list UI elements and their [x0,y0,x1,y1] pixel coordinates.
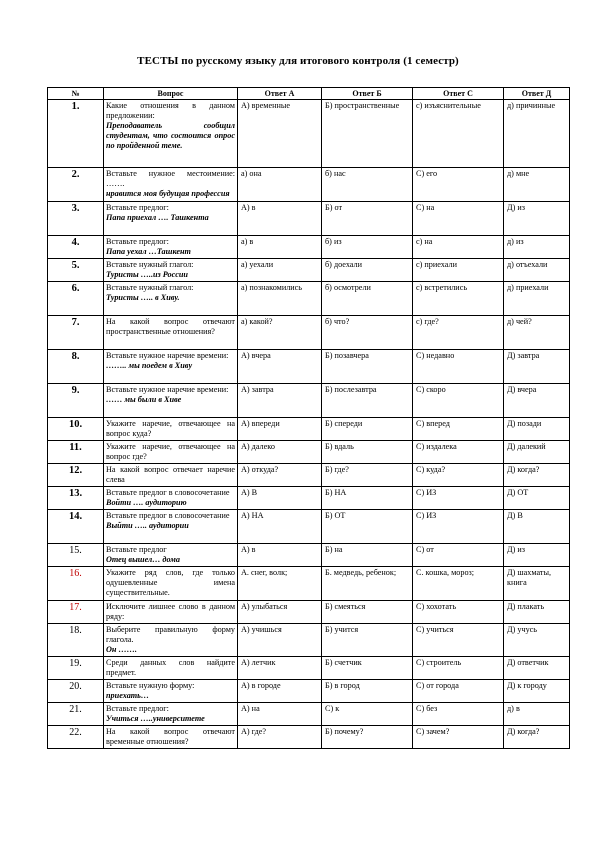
answer-a: А) в [238,544,322,567]
answer-a: А) завтра [238,384,322,418]
answer-a: А) учишься [238,624,322,657]
question-cell [104,418,238,441]
answer-b: Б) спереди [322,418,413,441]
answer-a: А. снег, волк; [238,567,322,601]
table-row [48,168,570,202]
answer-a: а) какой? [238,316,322,350]
question-cell [104,680,238,703]
question-number: 8. [48,350,104,384]
answer-b: Б) почему? [322,726,413,749]
question-example: приехать… [106,691,150,700]
question-example: …… мы были в Хиве [106,395,182,404]
question-number: 3. [48,202,104,236]
question-cell [104,567,238,601]
header-number: № [48,88,104,100]
question-example: Войти …. аудиторию [106,498,187,507]
answer-d: Д) далекий [504,441,570,464]
question-cell [104,726,238,749]
question-cell [104,544,238,567]
question-text: Вставьте нужное местоимение: ……. [106,169,235,188]
table-row [48,282,570,316]
table-row [48,384,570,418]
answer-c: С) зачем? [413,726,504,749]
answer-d: Д) из [504,544,570,567]
answer-b: б) из [322,236,413,259]
question-number: 9. [48,384,104,418]
answer-d: Д) учусь [504,624,570,657]
answer-d: д) отъехали [504,259,570,282]
question-example: Папа уехал …Ташкент [106,247,191,256]
answer-c: С) ИЗ [413,487,504,510]
table-row [48,510,570,544]
answer-b: Б) счетчик [322,657,413,680]
header-question: Вопрос [104,88,238,100]
answer-c: С) издалека [413,441,504,464]
question-example: Папа приехал …. Ташкента [106,213,209,222]
question-number: 17. [48,601,104,624]
table-row [48,601,570,624]
table-row [48,544,570,567]
table-row [48,100,570,168]
answer-a: А) на [238,703,322,726]
answer-a: А) НА [238,510,322,544]
answer-d: Д) завтра [504,350,570,384]
answer-a: А) впереди [238,418,322,441]
question-text: Укажите наречие, отвечающее на вопрос где? [106,442,235,461]
question-text: На какой вопрос отвечает наречие слева [106,465,235,484]
question-text: Вставьте нужное наречие времени: [106,385,229,394]
answer-a: А) где? [238,726,322,749]
answer-c: С) от города [413,680,504,703]
question-example: …….. мы поедем в Хиву [106,361,193,370]
answer-c: с) где? [413,316,504,350]
answer-b: Б) на [322,544,413,567]
question-cell [104,259,238,282]
answer-c: С) учиться [413,624,504,657]
table-row [48,441,570,464]
answer-a: А) откуда? [238,464,322,487]
answer-b: Б) пространственные [322,100,413,168]
question-number: 13. [48,487,104,510]
question-cell [104,100,238,168]
answer-b: Б) в город [322,680,413,703]
question-cell [104,464,238,487]
answer-c: С) на [413,202,504,236]
answer-b: С) к [322,703,413,726]
question-example: Туристы …..из России [106,270,188,279]
answer-c: С) хохотать [413,601,504,624]
question-text: На какой вопрос отвечают пространственные отношения? [106,317,235,336]
question-number: 4. [48,236,104,259]
answer-c: С) без [413,703,504,726]
question-number: 12. [48,464,104,487]
answer-d: Д) ответчик [504,657,570,680]
table-row [48,350,570,384]
question-text: Вставьте нужный глагол: [106,283,194,292]
question-text: Среди данных слов найдите предмет. [106,658,235,677]
answer-a: а) в [238,236,322,259]
answer-d: д) приехали [504,282,570,316]
question-text: Исключите лишнее слово в данном ряду: [106,602,235,621]
page-title: ТЕСТЫ по русскому языку для итогового контроля (1 семестр) [137,55,459,67]
answer-d: Д) позади [504,418,570,441]
table-row [48,418,570,441]
answer-b: б) что? [322,316,413,350]
question-example: Туристы ….. в Хиву. [106,293,180,302]
question-example: Он ……. [106,645,137,654]
question-text: Какие отношения в данном предложении: [106,101,235,120]
answer-b: Б) НА [322,487,413,510]
question-text: На какой вопрос отвечают временные отношения? [106,727,235,746]
question-text: Укажите наречие, отвечающее на вопрос куда? [106,419,235,438]
question-cell [104,487,238,510]
table-row [48,464,570,487]
answer-d: Д) когда? [504,726,570,749]
answer-d: Д) к городу [504,680,570,703]
answer-b: Б) смеяться [322,601,413,624]
answer-d: Д) из [504,202,570,236]
question-cell [104,350,238,384]
answer-c: С) недавно [413,350,504,384]
question-example: Выйти ….. аудитории [106,521,189,530]
table-row [48,703,570,726]
question-number: 6. [48,282,104,316]
test-table [47,87,570,749]
answer-c: С) его [413,168,504,202]
question-cell [104,168,238,202]
question-cell [104,384,238,418]
question-text: Выберите правильную форму глагола. [106,625,235,644]
answer-a: А) временные [238,100,322,168]
answer-b: Б) вдаль [322,441,413,464]
question-text: Вставьте предлог в словосочетание [106,488,230,497]
table-row [48,657,570,680]
table-header-row [48,88,570,100]
question-text: Укажите ряд слов, где только одушевленные имена существительные. [106,568,235,597]
table-row [48,487,570,510]
answer-b: б) нас [322,168,413,202]
question-number: 16. [48,567,104,601]
question-cell [104,601,238,624]
answer-c: с) изъяснительные [413,100,504,168]
question-number: 7. [48,316,104,350]
answer-c: С) скоро [413,384,504,418]
question-text: Вставьте предлог [106,545,167,554]
answer-c: с) на [413,236,504,259]
table-row [48,259,570,282]
answer-d: д) причинные [504,100,570,168]
table-row [48,680,570,703]
answer-a: а) познакомились [238,282,322,316]
question-cell [104,441,238,464]
question-text: Вставьте предлог в словосочетание [106,511,230,520]
question-number: 14. [48,510,104,544]
answer-b: б) доехали [322,259,413,282]
question-cell [104,236,238,259]
question-text: Вставьте предлог: [106,203,169,212]
question-number: 18. [48,624,104,657]
question-number: 1. [48,100,104,168]
answer-b: б) осмотрели [322,282,413,316]
table-row [48,316,570,350]
answer-c: С) ИЗ [413,510,504,544]
answer-a: А) улыбаться [238,601,322,624]
question-text: Вставьте предлог: [106,237,169,246]
table-row [48,202,570,236]
answer-d: Д) ОТ [504,487,570,510]
answer-c: С. кошка, мороз; [413,567,504,601]
header-answer-d: Ответ Д [504,88,570,100]
answer-b: Б. медведь, ребенок; [322,567,413,601]
answer-c: С) от [413,544,504,567]
answer-b: Б) учится [322,624,413,657]
question-number: 19. [48,657,104,680]
question-cell [104,657,238,680]
question-cell [104,316,238,350]
question-cell [104,624,238,657]
answer-b: Б) послезавтра [322,384,413,418]
answer-a: А) В [238,487,322,510]
table-row [48,624,570,657]
table-row [48,726,570,749]
header-answer-a: Ответ А [238,88,322,100]
answer-b: Б) где? [322,464,413,487]
question-cell [104,703,238,726]
answer-d: Д) плакать [504,601,570,624]
question-number: 20. [48,680,104,703]
answer-d: д) в [504,703,570,726]
question-example: нравится моя будущая профессия [106,189,230,198]
answer-a: А) в [238,202,322,236]
answer-a: А) далеко [238,441,322,464]
answer-a: А) в городе [238,680,322,703]
question-example: Отец вышел… дома [106,555,180,564]
question-text: Вставьте нужный глагол: [106,260,194,269]
answer-b: Б) позавчера [322,350,413,384]
question-number: 21. [48,703,104,726]
answer-a: а) уехали [238,259,322,282]
question-example: Преподаватель сообщил студентам, что состоится опрос по пройденной теме. [106,121,235,150]
answer-c: С) куда? [413,464,504,487]
answer-b: Б) от [322,202,413,236]
answer-c: с) приехали [413,259,504,282]
answer-d: Д) вчера [504,384,570,418]
answer-d: д) мне [504,168,570,202]
question-example: Учиться …..университете [106,714,205,723]
question-number: 2. [48,168,104,202]
answer-d: Д) шахматы, книга [504,567,570,601]
question-number: 15. [48,544,104,567]
question-text: Вставьте нужное наречие времени: [106,351,229,360]
question-number: 11. [48,441,104,464]
question-text: Вставьте нужную форму: [106,681,195,690]
answer-d: Д) В [504,510,570,544]
header-answer-c: Ответ С [413,88,504,100]
table-row [48,236,570,259]
question-number: 22. [48,726,104,749]
table-row [48,567,570,601]
question-cell [104,510,238,544]
answer-d: д) из [504,236,570,259]
answer-a: а) она [238,168,322,202]
question-cell [104,202,238,236]
answer-d: Д) когда? [504,464,570,487]
answer-b: Б) ОТ [322,510,413,544]
question-number: 5. [48,259,104,282]
answer-d: д) чей? [504,316,570,350]
header-answer-b: Ответ Б [322,88,413,100]
answer-a: А) вчера [238,350,322,384]
question-text: Вставьте предлог: [106,704,169,713]
answer-c: С) строитель [413,657,504,680]
answer-c: с) встретились [413,282,504,316]
answer-a: А) летчик [238,657,322,680]
question-number: 10. [48,418,104,441]
question-cell [104,282,238,316]
answer-c: С) вперед [413,418,504,441]
